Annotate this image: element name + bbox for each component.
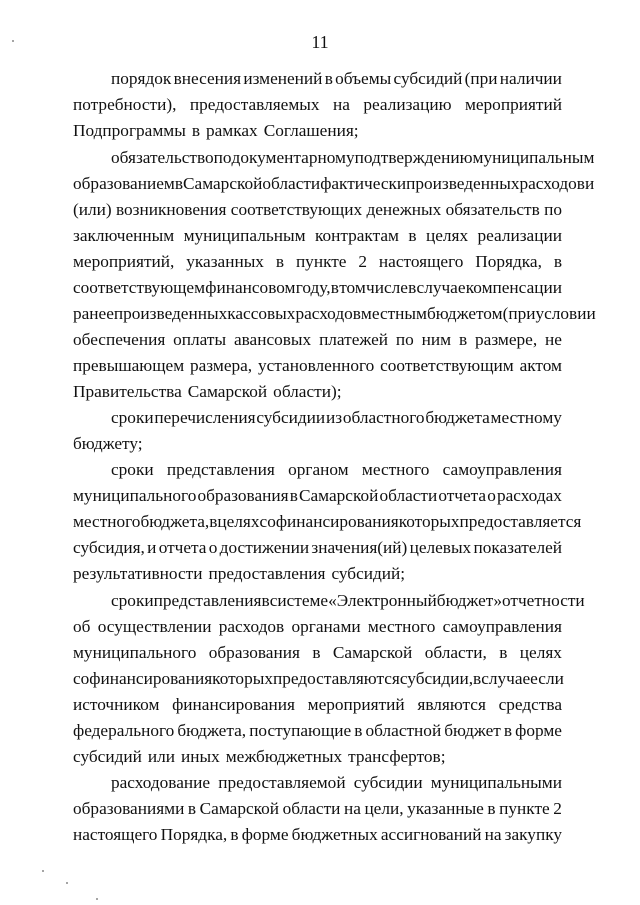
- word: и: [147, 538, 157, 557]
- page-number: 11: [311, 32, 329, 52]
- word: трансфертов;: [348, 747, 446, 766]
- word: наличии: [499, 69, 562, 88]
- word: предоставляется: [459, 512, 582, 531]
- text-line: [73, 301, 596, 327]
- word: в: [312, 643, 321, 662]
- text-line: [73, 379, 562, 405]
- word: результативности: [73, 564, 203, 583]
- word: ним: [421, 330, 452, 349]
- text-line: [73, 614, 562, 640]
- word: бюджет: [444, 721, 501, 740]
- word: иных: [180, 747, 220, 766]
- word: в: [408, 226, 417, 245]
- word: бюджетом: [426, 304, 503, 323]
- word: предоставления: [208, 564, 326, 583]
- word: муниципальными: [430, 773, 562, 792]
- word: образования: [208, 643, 300, 662]
- text-line: [73, 822, 562, 848]
- word: установленного: [257, 356, 375, 375]
- word: компенсации: [465, 278, 562, 297]
- word: субсидии: [256, 408, 326, 427]
- word: органами: [291, 617, 361, 636]
- word: в: [458, 330, 468, 349]
- word: расходов: [218, 617, 285, 636]
- word: в: [191, 121, 200, 140]
- word: фактически: [320, 174, 407, 193]
- word: области,: [424, 643, 487, 662]
- word: Самарской: [183, 174, 263, 193]
- word: превышающем: [73, 356, 185, 375]
- word: расходов: [519, 174, 585, 193]
- word: в: [487, 799, 496, 818]
- scan-speck: [42, 870, 44, 872]
- text-line: [73, 692, 562, 718]
- word: сроки: [111, 408, 154, 427]
- word: местного: [361, 460, 430, 479]
- word: на: [332, 95, 350, 114]
- word: образованием: [73, 174, 175, 193]
- word: федерального: [73, 721, 175, 740]
- word: и: [584, 174, 595, 193]
- word: источником: [73, 695, 160, 714]
- word: являются: [417, 695, 486, 714]
- paragraph: [73, 457, 582, 587]
- word: сроки: [111, 591, 154, 610]
- word: в: [174, 174, 183, 193]
- word: субсидии,: [399, 669, 474, 688]
- word: целях: [425, 226, 469, 245]
- text-line: [73, 770, 562, 796]
- word: контрактам: [314, 226, 399, 245]
- text-line: [73, 249, 562, 275]
- word: по: [395, 330, 414, 349]
- text-line: [73, 145, 595, 171]
- word: по: [544, 200, 562, 219]
- word: местному: [490, 408, 562, 427]
- word: местного: [73, 512, 141, 531]
- word: мероприятий,: [73, 252, 175, 271]
- word: не: [545, 330, 562, 349]
- word: актом: [519, 356, 562, 375]
- word: целях: [217, 512, 260, 531]
- word: образованиями: [73, 799, 185, 818]
- scan-speck: [12, 40, 14, 42]
- word: в: [503, 721, 513, 740]
- word: об: [73, 617, 91, 636]
- paragraph: [73, 405, 562, 457]
- word: межбюджетных: [225, 747, 343, 766]
- text-line: [73, 223, 562, 249]
- text-line: [73, 509, 582, 535]
- word: или: [147, 747, 175, 766]
- word: муниципальным: [472, 148, 595, 167]
- word: отчетности: [502, 591, 585, 610]
- word: ассигнований: [380, 825, 482, 844]
- word: предоставляемых: [189, 95, 320, 114]
- word: системе: [269, 591, 329, 610]
- text-line: [73, 171, 595, 197]
- word: соответствующим: [380, 356, 514, 375]
- paragraph: [73, 588, 585, 770]
- word: поступающие: [249, 721, 352, 740]
- word: средства: [498, 695, 562, 714]
- word: Правительства: [73, 382, 182, 401]
- word: области: [379, 486, 438, 505]
- text-line: [73, 666, 562, 692]
- word: внесения: [173, 69, 242, 88]
- word: мероприятий: [307, 695, 405, 714]
- word: субсидий;: [331, 564, 406, 583]
- word: бюджету;: [73, 434, 143, 453]
- word: в: [209, 512, 218, 531]
- word: о: [487, 486, 496, 505]
- word: в: [230, 825, 239, 844]
- word: местным: [360, 304, 427, 323]
- word: представления: [153, 591, 262, 610]
- text-line: [73, 535, 562, 561]
- word: Соглашения;: [263, 121, 359, 140]
- word: самоуправления: [442, 617, 562, 636]
- text-line: [73, 405, 562, 431]
- word: областного: [342, 408, 425, 427]
- word: представления: [166, 460, 275, 479]
- word: реализации: [477, 226, 562, 245]
- word: по: [213, 148, 232, 167]
- word: обязательств: [445, 200, 540, 219]
- word: софинансирования: [259, 512, 399, 531]
- word: возникновения: [115, 200, 227, 219]
- word: показателей: [473, 538, 562, 557]
- word: которых: [398, 512, 460, 531]
- paragraph: [73, 770, 562, 848]
- word: целевых: [409, 538, 472, 557]
- word: субсидии: [353, 773, 423, 792]
- word: цели,: [364, 799, 404, 818]
- text-line: [73, 197, 562, 223]
- word: муниципальным: [183, 226, 306, 245]
- word: бюджетных: [291, 825, 378, 844]
- text-line: [73, 92, 562, 118]
- word: перечисления: [154, 408, 256, 427]
- word: в: [275, 252, 285, 271]
- word: в: [324, 69, 333, 88]
- word: области);: [273, 382, 342, 401]
- word: 2: [358, 252, 368, 271]
- word: ранее: [73, 304, 114, 323]
- word: оплаты: [173, 330, 227, 349]
- word: софинансирования: [73, 669, 213, 688]
- word: кассовых: [227, 304, 296, 323]
- word: бюджета: [425, 408, 490, 427]
- word: платежей: [319, 330, 389, 349]
- word: потребности),: [73, 95, 177, 114]
- word: Самарской: [199, 799, 280, 818]
- word: году,: [295, 278, 331, 297]
- word: самоуправления: [442, 460, 562, 479]
- word: Самарской: [298, 486, 379, 505]
- word: бюджет»: [436, 591, 502, 610]
- word: реализацию: [363, 95, 452, 114]
- word: рамках: [206, 121, 258, 140]
- word: Порядка,: [160, 825, 228, 844]
- word: значения(ий): [311, 538, 408, 557]
- word: в: [261, 591, 270, 610]
- word: в: [473, 669, 482, 688]
- word: в: [289, 486, 298, 505]
- word: произведенных: [113, 304, 228, 323]
- word: настоящего: [73, 825, 158, 844]
- scan-speck: [96, 898, 98, 900]
- word: расходование: [111, 773, 211, 792]
- word: в: [499, 643, 508, 662]
- word: (или): [73, 200, 112, 219]
- paragraph: [73, 145, 596, 405]
- word: областной: [365, 721, 442, 740]
- text-line: [73, 483, 562, 509]
- word: указанных: [186, 252, 264, 271]
- text-line: [73, 353, 562, 379]
- scan-speck: [66, 882, 68, 884]
- word: органом: [288, 460, 349, 479]
- word: подтверждению: [354, 148, 473, 167]
- word: если: [530, 669, 564, 688]
- word: денежных: [366, 200, 442, 219]
- word: случае: [481, 669, 531, 688]
- word: (при: [464, 69, 498, 88]
- text-line: [73, 431, 562, 457]
- word: условии: [535, 304, 596, 323]
- word: форме: [241, 825, 289, 844]
- word: из: [325, 408, 343, 427]
- word: которых: [212, 669, 273, 688]
- word: расходах: [496, 486, 562, 505]
- word: субсидий: [393, 69, 463, 88]
- word: обязательство: [111, 148, 214, 167]
- word: в: [553, 252, 562, 271]
- word: Подпрограммы: [73, 121, 186, 140]
- word: соответствующем: [73, 278, 206, 297]
- word: бюджета,: [140, 512, 210, 531]
- text-line: [73, 66, 562, 92]
- word: бюджета,: [177, 721, 247, 740]
- word: том: [339, 278, 366, 297]
- paragraph: [73, 66, 562, 144]
- word: в: [354, 721, 363, 740]
- word: финансовом: [205, 278, 296, 297]
- word: изменений: [243, 69, 323, 88]
- word: достижении: [219, 538, 310, 557]
- word: Порядка,: [475, 252, 542, 271]
- word: на: [343, 799, 361, 818]
- word: размера,: [189, 356, 253, 375]
- word: осуществлении: [97, 617, 212, 636]
- word: о: [208, 538, 218, 557]
- word: авансовых: [233, 330, 312, 349]
- text-line: [73, 718, 562, 744]
- word: произведенных: [406, 174, 520, 193]
- word: объемы: [335, 69, 392, 88]
- word: образования: [197, 486, 289, 505]
- text-line: [73, 561, 562, 587]
- word: отчета: [158, 538, 207, 557]
- word: области: [262, 174, 321, 193]
- word: мероприятий: [464, 95, 562, 114]
- word: настоящего: [378, 252, 464, 271]
- word: случае: [416, 278, 466, 297]
- word: расходов: [295, 304, 361, 323]
- word: обеспечения: [73, 330, 166, 349]
- text-line: [73, 275, 562, 301]
- word: числе: [366, 278, 408, 297]
- word: Самарской: [187, 382, 268, 401]
- text-line: [73, 744, 562, 770]
- text-line: [73, 118, 562, 144]
- word: сроки: [111, 460, 154, 479]
- word: муниципального: [73, 486, 197, 505]
- word: Самарской: [332, 643, 413, 662]
- text-line: [73, 457, 562, 483]
- text-line: [73, 588, 585, 614]
- text-line: [73, 796, 562, 822]
- word: размере,: [475, 330, 538, 349]
- word: отчета: [438, 486, 487, 505]
- word: пункте: [295, 252, 347, 271]
- word: субсидий: [73, 747, 142, 766]
- text-line: [73, 327, 562, 353]
- word: 2: [553, 799, 562, 818]
- word: целях: [519, 643, 562, 662]
- word: в: [408, 278, 417, 297]
- word: на: [484, 825, 502, 844]
- word: форме: [515, 721, 562, 740]
- word: «Электронный: [328, 591, 437, 610]
- word: финансирования: [172, 695, 295, 714]
- word: документарному: [231, 148, 355, 167]
- text-line: [73, 640, 562, 666]
- word: порядок: [111, 69, 172, 88]
- word: соответствующих: [230, 200, 363, 219]
- word: закупку: [504, 825, 562, 844]
- word: в: [187, 799, 197, 818]
- word: субсидия,: [73, 538, 145, 557]
- word: в: [330, 278, 339, 297]
- word: муниципального: [73, 643, 197, 662]
- word: заключенным: [73, 226, 175, 245]
- word: пункте: [499, 799, 550, 818]
- word: предоставляются: [272, 669, 400, 688]
- word: местного: [367, 617, 436, 636]
- word: указанные: [407, 799, 484, 818]
- word: предоставляемой: [218, 773, 346, 792]
- word: (при: [502, 304, 536, 323]
- word: области: [282, 799, 341, 818]
